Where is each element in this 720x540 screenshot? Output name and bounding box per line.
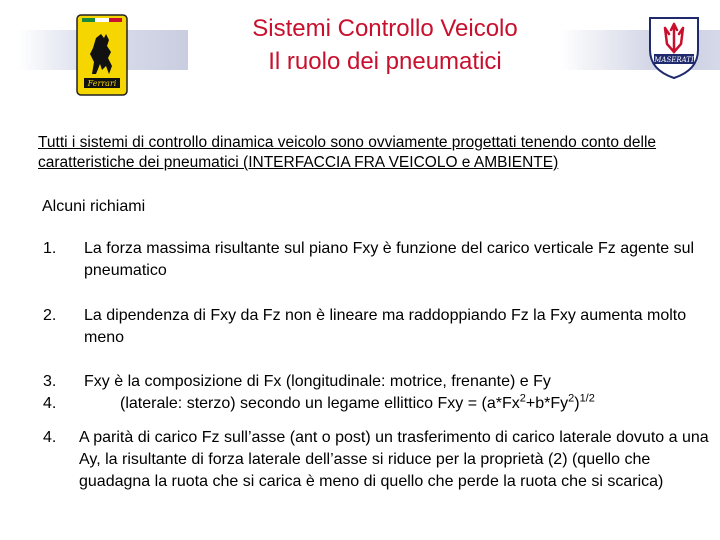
page-title-line1: Sistemi Controllo Veicolo xyxy=(252,15,518,42)
recall-label: Alcuni richiami xyxy=(42,198,146,215)
item-number: 1. xyxy=(43,240,57,257)
item-number: 2. xyxy=(43,307,57,324)
item-text xyxy=(84,371,704,415)
item-text: La dipendenza di Fxy da Fz non è lineare ma raddoppiando Fz la Fxy aumenta molto meno xyxy=(84,307,687,346)
formula-exponent: 2 xyxy=(568,392,575,405)
maserati-logo-text: MASERATI xyxy=(654,56,694,64)
item-number: 4. xyxy=(43,429,57,446)
formula-part: +b*Fy xyxy=(525,395,569,412)
formula-exponent: 2 xyxy=(519,392,526,405)
item-number: 4. xyxy=(43,395,57,412)
formula-part: (laterale: sterzo) secondo un legame ellittico Fxy = (a*Fx xyxy=(120,395,520,412)
ferrari-logo-text: Ferrari xyxy=(87,79,117,88)
item-number: 3. xyxy=(43,373,57,390)
ferrari-logo-icon xyxy=(76,14,128,96)
maserati-logo-icon xyxy=(645,14,703,80)
intro-paragraph: Tutti i sistemi di controllo dinamica veicolo sono ovviamente progettati tenendo conto delle caratteristiche dei pneumatici (INTERFACCIA FRA VEICOLO e AMBIENTE) xyxy=(38,134,657,171)
formula-exponent: 1/2 xyxy=(579,392,595,405)
item-text-line: Fxy è la composizione di Fx (longitudinale: motrice, frenante) e Fy xyxy=(84,373,551,390)
item-text-line xyxy=(84,393,704,415)
formula-part: ) xyxy=(574,395,580,412)
item-text: A parità di carico Fz sull’asse (ant o post) un trasferimento di carico laterale dovuto a una Ay, la risultante di forza laterale dell’asse si riduce per la proprietà (2) (quello che guadagna la ruota che si carica è meno di quello che perde la ruota che si scarica) xyxy=(79,429,709,490)
page-title-line2: Il ruolo dei pneumatici xyxy=(268,48,502,75)
item-text: La forza massima risultante sul piano Fxy è funzione del carico verticale Fz agente sul pneumatico xyxy=(84,240,695,279)
